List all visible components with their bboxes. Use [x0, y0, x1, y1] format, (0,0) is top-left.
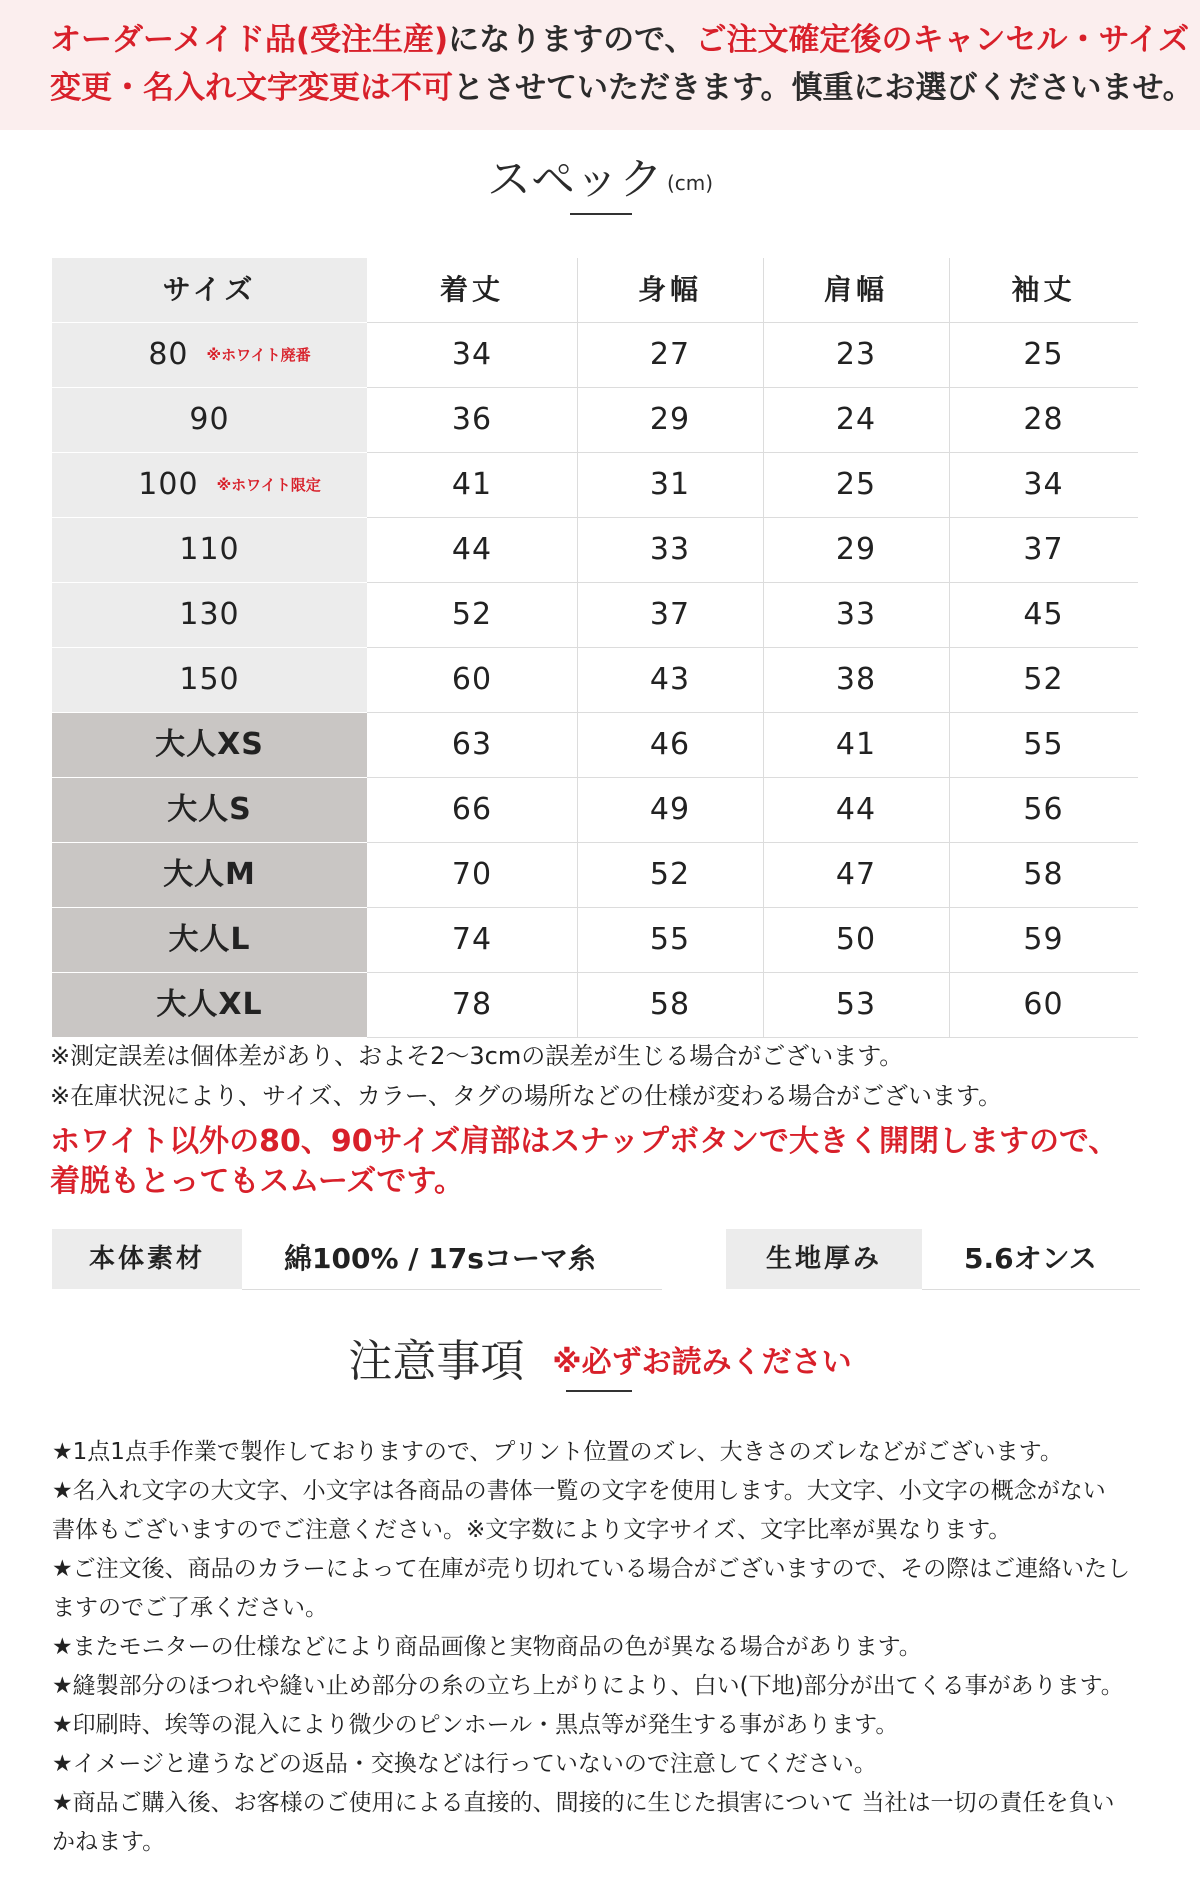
- note-line: ※測定誤差は個体差があり、およそ2〜3cmの誤差が生じる場合がございます。: [50, 1042, 904, 1070]
- thickness-label: 生地厚み: [726, 1229, 922, 1289]
- size-cell: [52, 583, 367, 647]
- table-row: [52, 583, 1138, 648]
- measurement-cell: 53: [835, 987, 877, 1022]
- notice-text: になりますので、: [448, 22, 696, 58]
- size-cell: [52, 518, 367, 582]
- table-row: [52, 323, 1138, 388]
- size-label: 110: [179, 532, 240, 567]
- column-header: 肩幅: [823, 273, 888, 306]
- size-cell: [52, 973, 367, 1037]
- note-line: ※在庫状況により、サイズ、カラー、タグの場所などの仕様が変わる場合がございます。: [50, 1082, 1003, 1110]
- order-notice-line-2: [50, 66, 1194, 110]
- thickness-value: 5.6オンス: [964, 1242, 1097, 1275]
- measurement-cell: 60: [1023, 987, 1064, 1022]
- measurement-cell: 59: [1023, 922, 1064, 957]
- size-cell: [52, 908, 367, 972]
- measurement-cell: 25: [835, 467, 877, 502]
- caution-title: 注意事項: [348, 1336, 525, 1387]
- column-divider: [577, 258, 578, 1038]
- size-label: 大人XL: [156, 987, 263, 1022]
- measurement-cell: 34: [451, 337, 493, 372]
- table-row: [52, 973, 1138, 1038]
- size-cell: [52, 713, 367, 777]
- measurement-cell: 74: [451, 922, 493, 957]
- measurement-cell: 44: [451, 532, 493, 567]
- column-header: 袖丈: [1011, 273, 1076, 306]
- caution-line: ★イメージと違うなどの返品・交換などは行っていないので注意してください。: [52, 1751, 877, 1777]
- measurement-cell: 36: [451, 402, 493, 437]
- measurement-cell: 46: [649, 727, 691, 762]
- measurement-cell: 43: [649, 662, 691, 697]
- size-spec-table: [52, 258, 1138, 1038]
- spec-title-underline: [570, 213, 632, 215]
- measurement-cell: 50: [835, 922, 877, 957]
- measurement-cell: 29: [649, 402, 691, 437]
- notice-text: とさせていただきます。慎重にお選びくださいませ。: [453, 70, 1194, 106]
- measurement-cell: 60: [451, 662, 493, 697]
- material-underline: [242, 1289, 662, 1290]
- column-header: サイズ: [52, 258, 367, 322]
- caution-line: ますのでご了承ください。: [52, 1595, 328, 1621]
- alert-line: 着脱もとってもスムーズです。: [50, 1164, 464, 1199]
- size-label: 100: [138, 467, 199, 502]
- measurement-cell: 52: [1023, 662, 1064, 697]
- caution-line: ★またモニターの仕様などにより商品画像と実物商品の色が異なる場合があります。: [52, 1634, 922, 1660]
- thickness-underline: [922, 1289, 1140, 1290]
- measurement-cell: 38: [835, 662, 877, 697]
- size-label: 80: [148, 337, 189, 372]
- table-row: [52, 713, 1138, 778]
- size-note: ※ホワイト廃番: [206, 346, 311, 364]
- measurement-cell: 44: [835, 792, 877, 827]
- size-label: 130: [179, 597, 240, 632]
- spec-unit: (cm): [666, 171, 714, 195]
- spec-heading: [0, 152, 1200, 211]
- size-label: 大人L: [168, 922, 251, 957]
- size-cell: [52, 778, 367, 842]
- measurement-cell: 24: [835, 402, 877, 437]
- measurement-cell: 23: [835, 337, 877, 372]
- size-label: 90: [189, 402, 230, 437]
- measurement-cell: 27: [649, 337, 691, 372]
- table-row: [52, 843, 1138, 908]
- spec-title: スペック: [486, 154, 663, 205]
- size-cell: [52, 843, 367, 907]
- size-label: 大人S: [167, 792, 252, 827]
- order-notice-line-1: [50, 18, 1190, 62]
- size-label: 150: [179, 662, 240, 697]
- must-read-note: ※必ずお読みください: [552, 1345, 852, 1380]
- caution-line: ★印刷時、埃等の混入により微少のピンホール・黒点等が発生する事があります。: [52, 1712, 899, 1738]
- measurement-cell: 29: [835, 532, 877, 567]
- size-label: 大人M: [163, 857, 256, 892]
- caution-line: ★縫製部分のほつれや縫い止め部分の糸の立ち上がりにより、白い(下地)部分が出てくる事があります。: [52, 1673, 1124, 1699]
- column-header: 身幅: [637, 273, 702, 306]
- caution-line: かねます。: [52, 1829, 166, 1855]
- measurement-cell: 66: [451, 792, 493, 827]
- size-cell: [52, 388, 367, 452]
- measurement-cell: 52: [451, 597, 493, 632]
- measurement-cell: 47: [835, 857, 877, 892]
- measurement-cell: 56: [1023, 792, 1064, 827]
- measurement-cell: 45: [1023, 597, 1064, 632]
- measurement-cell: 28: [1023, 402, 1064, 437]
- caution-list: [52, 1433, 1162, 1862]
- measurement-cell: 37: [1023, 532, 1064, 567]
- alert-line: ホワイト以外の80、90サイズ肩部はスナップボタンで大きく開閉しますので、: [50, 1124, 1119, 1159]
- measurement-cell: 34: [1023, 467, 1064, 502]
- size-cell: [52, 453, 367, 517]
- column-divider: [763, 258, 764, 1038]
- measurement-cell: 78: [451, 987, 493, 1022]
- column-header: 着丈: [439, 273, 504, 306]
- table-row: [52, 518, 1138, 583]
- caution-title-underline: [566, 1390, 632, 1392]
- table-header-row: [52, 258, 1138, 323]
- table-row: [52, 388, 1138, 453]
- measurement-cell: 58: [649, 987, 691, 1022]
- material-value: 綿100% / 17sコーマ糸: [284, 1242, 596, 1275]
- measurement-cell: 25: [1023, 337, 1064, 372]
- notice-red-text: オーダーメイド品(受注生産): [50, 22, 449, 58]
- order-notice-banner: [0, 0, 1200, 130]
- size-cell: [52, 323, 367, 387]
- snap-button-alert: [50, 1122, 1160, 1202]
- measurement-cell: 70: [451, 857, 493, 892]
- size-cell: [52, 648, 367, 712]
- measurement-cell: 33: [649, 532, 691, 567]
- table-row: [52, 908, 1138, 973]
- caution-line: ★ご注文後、商品のカラーによって在庫が売り切れている場合がございますので、その際はご連絡いたし: [52, 1556, 1131, 1582]
- measurement-cell: 37: [649, 597, 691, 632]
- notice-red-text: ご注文確定後のキャンセル・サイズ: [695, 22, 1190, 58]
- table-row: [52, 453, 1138, 518]
- measurement-cell: 31: [649, 467, 691, 502]
- caution-line: ★1点1点手作業で製作しておりますので、プリント位置のズレ、大きさのズレなどがございます。: [52, 1439, 1063, 1465]
- measurement-cell: 63: [451, 727, 493, 762]
- size-label: 大人XS: [155, 727, 264, 762]
- measurement-notes: [50, 1036, 1160, 1116]
- caution-heading: [0, 1334, 1200, 1391]
- caution-line: ★名入れ文字の大文字、小文字は各商品の書体一覧の文字を使用します。大文字、小文字の概念がない: [52, 1478, 1106, 1504]
- measurement-cell: 52: [649, 857, 691, 892]
- caution-line: ★商品ご購入後、お客様のご使用による直接的、間接的に生じた損害について 当社は一切の責任を負い: [52, 1790, 1115, 1816]
- measurement-cell: 41: [835, 727, 877, 762]
- caution-line: 書体もございますのでご注意ください。※文字数により文字サイズ、文字比率が異なります。: [52, 1517, 1012, 1543]
- notice-red-text: 変更・名入れ文字変更は不可: [50, 70, 453, 106]
- column-divider: [949, 258, 950, 1038]
- measurement-cell: 58: [1023, 857, 1064, 892]
- measurement-cell: 49: [649, 792, 691, 827]
- material-label: 本体素材: [52, 1229, 242, 1289]
- measurement-cell: 55: [649, 922, 691, 957]
- table-row: [52, 778, 1138, 843]
- measurement-cell: 33: [835, 597, 877, 632]
- table-row: [52, 648, 1138, 713]
- measurement-cell: 55: [1023, 727, 1064, 762]
- measurement-cell: 41: [451, 467, 493, 502]
- size-note: ※ホワイト限定: [216, 476, 321, 494]
